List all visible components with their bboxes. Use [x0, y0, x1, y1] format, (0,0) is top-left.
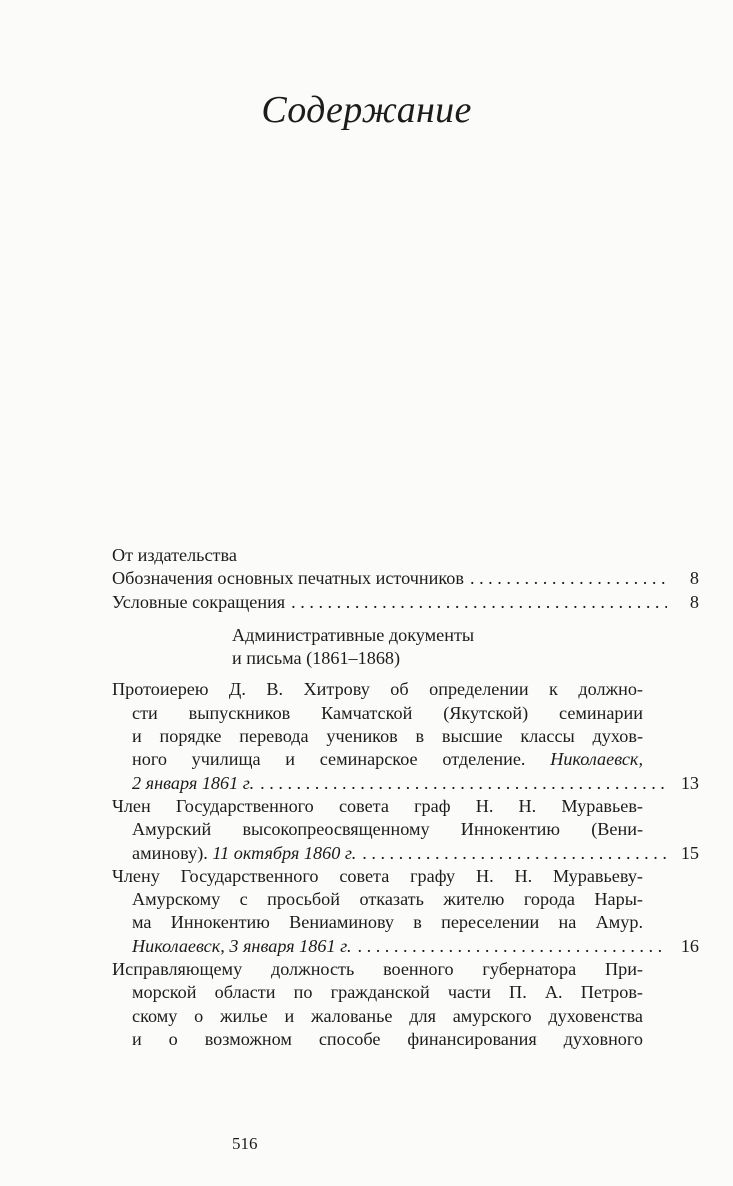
- page-number: 516: [232, 1134, 258, 1153]
- entry-last-line: [112, 842, 699, 865]
- toc-page-number: 8: [689, 568, 699, 589]
- dot-leader: [362, 842, 667, 865]
- toc-page-number: 16: [680, 935, 699, 956]
- entry-date: 11 октября 1860 г.: [212, 842, 357, 863]
- entry-line: Исправляющему должность военного губернатора При-: [112, 959, 643, 980]
- entry-line: и порядке перевода учеников в высшие классы духов-: [132, 726, 643, 747]
- entry-line: Протоиерею Д. В. Хитрову об определении к должно-: [112, 679, 643, 700]
- toc-entry[interactable]: [112, 865, 699, 958]
- section-heading-line: Административные документы: [232, 624, 475, 645]
- entry-line: сти выпускников Камчатской (Якутской) семинарии: [132, 702, 643, 723]
- table-of-contents: [112, 544, 699, 1051]
- dot-leader: [260, 772, 667, 795]
- entry-line: и о возможном способе финансирования духовного: [132, 1028, 643, 1049]
- toc-row-label: Обозначения основных печатных источников: [112, 568, 464, 589]
- entry-line: Амурскому с просьбой отказать жителю города Нары-: [132, 889, 643, 910]
- entry-last-line: [112, 935, 699, 958]
- page-title: Содержание: [261, 89, 472, 131]
- entry-line: морской области по гражданской части П. А. Петров-: [132, 982, 643, 1003]
- toc-row-label: Условные сокращения: [112, 591, 286, 612]
- toc-page-number: 15: [680, 842, 699, 863]
- toc-row-publisher[interactable]: [112, 544, 699, 567]
- section-heading: [232, 624, 699, 671]
- entry-last-line: [112, 772, 699, 795]
- entry-line: ма Иннокентию Вениаминову в переселении на Амур.: [132, 912, 643, 933]
- toc-page-number: 8: [689, 591, 699, 612]
- entry-text: ного училища и семинарское отделение.: [132, 749, 526, 770]
- toc-entry[interactable]: [112, 795, 699, 865]
- toc-page-number: 13: [680, 772, 699, 793]
- entry-line: [112, 748, 699, 771]
- toc-entry[interactable]: [112, 678, 699, 794]
- entry-place: Николаевск,: [550, 749, 643, 770]
- entry-date: Николаевск, 3 января 1861 г.: [132, 935, 352, 956]
- section-heading-line: и письма (1861–1868): [232, 648, 401, 669]
- dot-leader: [291, 591, 667, 614]
- entry-line: Член Государственного совета граф Н. Н. Муравьев-: [112, 795, 643, 816]
- dot-leader: [358, 935, 668, 958]
- entry-last-text: [132, 842, 356, 865]
- toc-row-abbreviations[interactable]: [112, 591, 699, 614]
- dot-leader: [470, 567, 667, 590]
- entry-text: аминову).: [132, 842, 208, 863]
- toc-entry[interactable]: [112, 958, 699, 1051]
- entry-line: Члену Государственного совета графу Н. Н. Муравьеву-: [112, 865, 643, 886]
- entry-line: Амурский высокопреосвященному Иннокентию (Вени-: [132, 819, 643, 840]
- toc-row-sources[interactable]: [112, 567, 699, 590]
- entry-date: 2 января 1861 г.: [132, 772, 255, 793]
- toc-row-label: От издательства: [112, 545, 237, 565]
- entry-line: скому о жилье и жалованье для амурского духовенства: [132, 1005, 643, 1026]
